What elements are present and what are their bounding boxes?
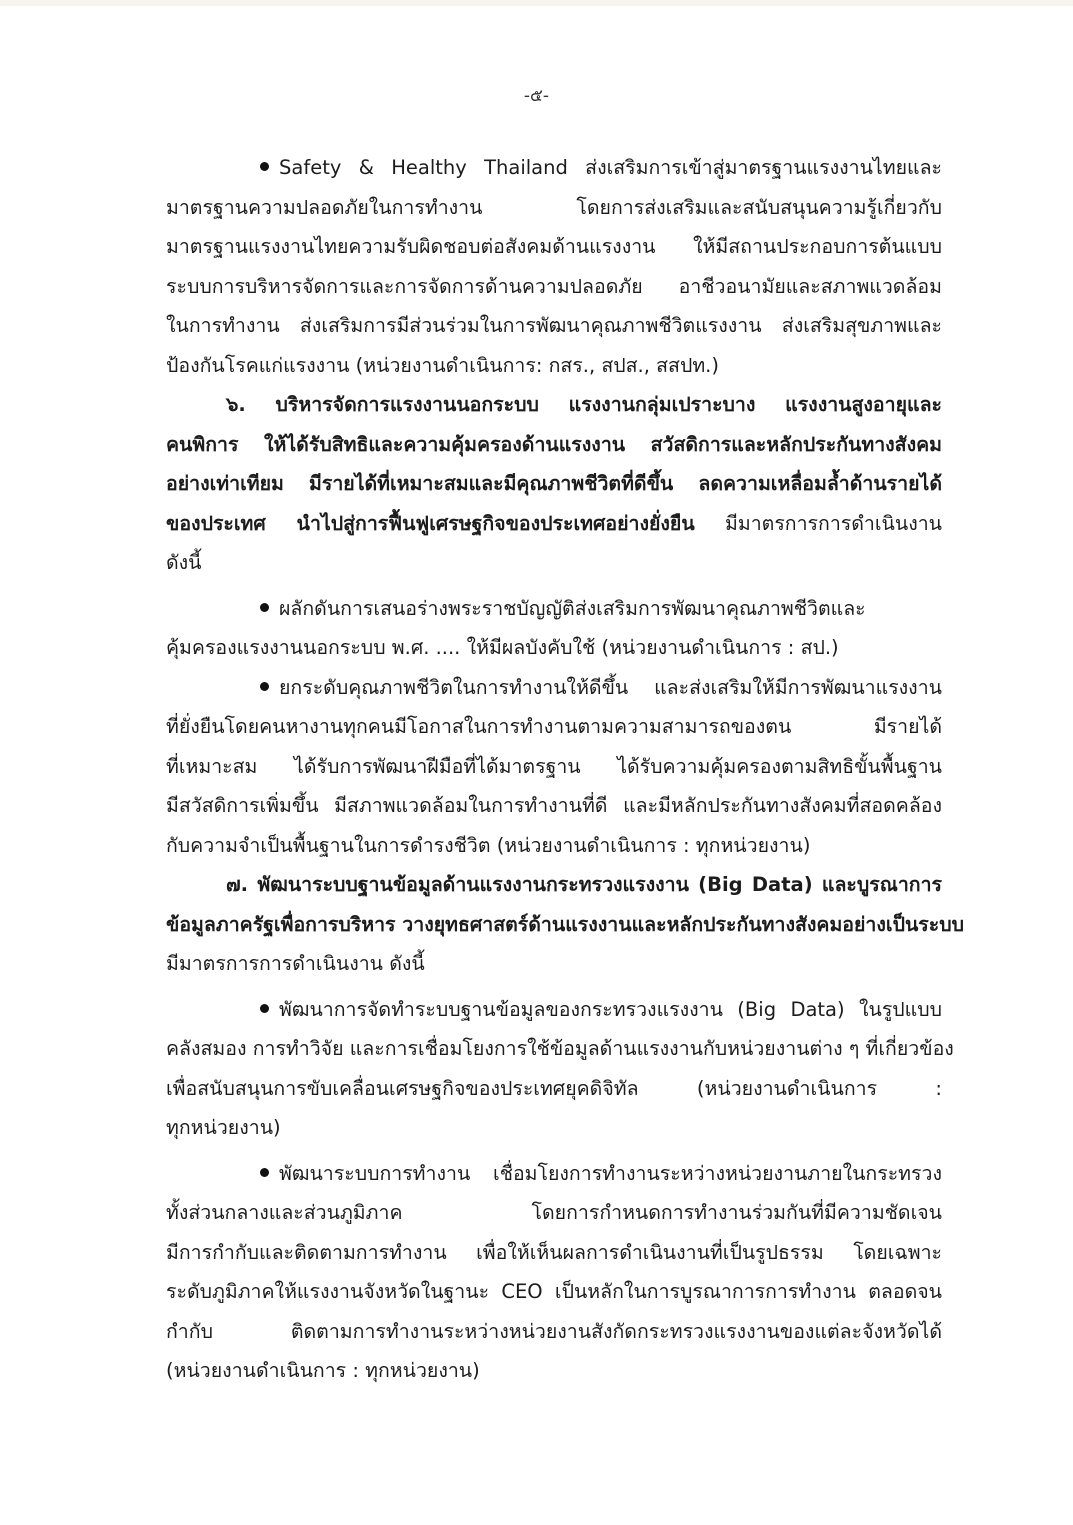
paragraph-line: ทุกหน่วยงาน): [166, 1116, 281, 1139]
paragraph-line: ผลักดันการเสนอร่างพระราชบัญญัติส่งเสริมการพัฒนาคุณภาพชีวิตและ: [166, 589, 942, 629]
bullet-dot-icon: [260, 682, 269, 691]
paragraph-line: มีมาตรการการดำเนินงาน ดังนี้: [166, 952, 425, 975]
bullet-6-2: [166, 668, 942, 866]
page-number: -๕-: [523, 86, 550, 106]
heading-line: ของประเทศ นำไปสู่การฟื้นฟูเศรษฐกิจของประเทศอย่างยั่งยืน มีมาตรการการดำเนินงาน: [166, 511, 942, 535]
document-body: [166, 148, 964, 1391]
section-7-heading: [166, 865, 964, 984]
paragraph-line: คุ้มครองแรงงานนอกระบบ พ.ศ. .... ให้มีผลบังคับใช้ (หน่วยงานดำเนินการ : สป.): [166, 636, 839, 659]
bullet-7-1: [166, 990, 954, 1148]
paragraph-line: พัฒนาการจัดทำระบบฐานข้อมูลของกระทรวงแรงงาน (Big Data) ในรูปแบบ: [166, 990, 942, 1030]
bullet-6-1: [166, 589, 942, 668]
paragraph-line: คลังสมอง การทำวิจัย และการเชื่อมโยงการใช้ข้อมูลด้านแรงงานกับหน่วยงานต่าง ๆ ที่เกี่ยวข้อง: [166, 1037, 954, 1060]
bullet-dot-icon: [260, 162, 269, 171]
paragraph-line: ป้องกันโรคแก่แรงงาน (หน่วยงานดำเนินการ: กสร., สปส., สสปท.): [166, 353, 719, 377]
paragraph-line: Safety & Healthy Thailand ส่งเสริมการเข้าสู่มาตรฐานแรงงานไทยและ: [166, 148, 942, 188]
bullet-dot-icon: [260, 603, 269, 612]
paragraph-line: มีสวัสดิการเพิ่มขึ้น มีสภาพแวดล้อมในการทำงานที่ดี และมีหลักประกันทางสังคมที่สอดคล้อง: [166, 794, 942, 817]
bullet-7-2: [166, 1154, 942, 1391]
paragraph-line: ระดับภูมิภาคให้แรงงานจังหวัดในฐานะ CEO เป็นหลักในการบูรณาการการทำงาน ตลอดจน: [166, 1280, 942, 1303]
paragraph-line: ยกระดับคุณภาพชีวิตในการทำงานให้ดีขึ้น และส่งเสริมให้มีการพัฒนาแรงงาน: [166, 668, 942, 708]
section-6-heading: [166, 385, 942, 583]
paragraph-line: ที่เหมาะสม ได้รับการพัฒนาฝีมือที่ได้มาตรฐาน ได้รับความคุ้มครองตามสิทธิขั้นพื้นฐาน: [166, 754, 942, 778]
paragraph-line: เพื่อสนับสนุนการขับเคลื่อนเศรษฐกิจของประเทศยุคดิจิทัล (หน่วยงานดำเนินการ :: [166, 1076, 942, 1100]
heading-line: ๖. บริหารจัดการแรงงานนอกระบบ แรงงานกลุ่มเปราะบาง แรงงานสูงอายุและ: [226, 393, 942, 416]
bullet-dot-icon: [260, 1004, 269, 1013]
paragraph-line: (หน่วยงานดำเนินการ : ทุกหน่วยงาน): [166, 1359, 480, 1382]
paragraph-line: ทั้งส่วนกลางและส่วนภูมิภาค โดยการกำหนดการทำงานร่วมกันที่มีความชัดเจน: [166, 1201, 942, 1224]
paragraph-line: พัฒนาระบบการทำงาน เชื่อมโยงการทำงานระหว่างหน่วยงานภายในกระทรวง: [166, 1154, 942, 1194]
bullet-safety-healthy-thailand: [166, 148, 942, 385]
paragraph-line: ระบบการบริหารจัดการและการจัดการด้านความปลอดภัย อาชีวอนามัยและสภาพแวดล้อม: [166, 274, 942, 298]
heading-line: ข้อมูลภาครัฐเพื่อการบริหาร วางยุทธศาสตร์ด้านแรงงานและหลักประกันทางสังคมอย่างเป็นระบบ: [166, 912, 964, 936]
bullet-dot-icon: [260, 1168, 269, 1177]
paragraph-line: กับความจำเป็นพื้นฐานในการดำรงชีวิต (หน่วยงานดำเนินการ : ทุกหน่วยงาน): [166, 833, 811, 857]
heading-line: อย่างเท่าเทียม มีรายได้ที่เหมาะสมและมีคุณภาพชีวิตที่ดีขึ้น ลดความเหลื่อมล้ำด้านรายได้: [166, 472, 942, 495]
paragraph-line: กำกับ ติดตามการทำงานระหว่างหน่วยงานสังกัดกระทรวงแรงงานของแต่ละจังหวัดได้: [166, 1319, 942, 1343]
document-page: [0, 6, 1073, 1525]
paragraph-line: ในการทำงาน ส่งเสริมการมีส่วนร่วมในการพัฒนาคุณภาพชีวิตแรงงาน ส่งเสริมสุขภาพและ: [166, 314, 942, 337]
heading-line: ๗. พัฒนาระบบฐานข้อมูลด้านแรงงานกระทรวงแรงงาน (Big Data) และบูรณาการ: [226, 873, 942, 896]
paragraph-line: มาตรฐานแรงงานไทยความรับผิดชอบต่อสังคมด้านแรงงาน ให้มีสถานประกอบการต้นแบบ: [166, 235, 942, 258]
paragraph-line: มาตรฐานความปลอดภัยในการทำงาน โดยการส่งเสริมและสนับสนุนความรู้เกี่ยวกับ: [166, 195, 942, 219]
paragraph-line: มีการกำกับและติดตามการทำงาน เพื่อให้เห็นผลการดำเนินงานที่เป็นรูปธรรม โดยเฉพาะ: [166, 1240, 942, 1264]
heading-line: คนพิการ ให้ได้รับสิทธิและความคุ้มครองด้านแรงงาน สวัสดิการและหลักประกันทางสังคม: [166, 432, 942, 456]
paragraph-line: ดังนี้: [166, 551, 202, 574]
paragraph-line: ที่ยั่งยืนโดยคนหางานทุกคนมีโอกาสในการทำงานตามความสามารถของตน มีรายได้: [166, 715, 942, 738]
